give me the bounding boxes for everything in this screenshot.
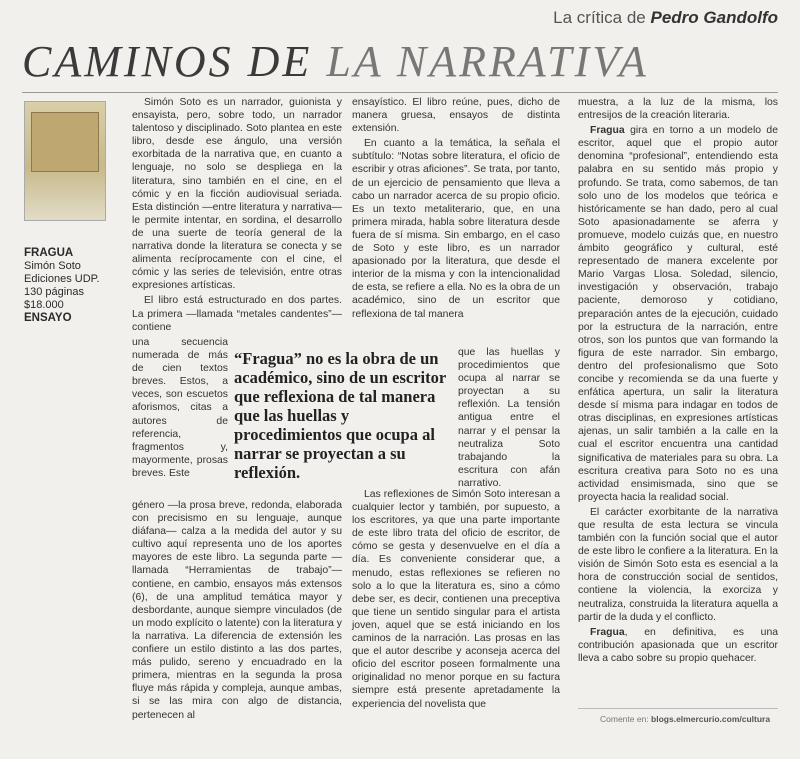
column-3 — [578, 96, 778, 667]
col1-paragraph-2b: una secuencia numerada de más de cien textos breves. Estos, a veces, son escuetos aforismos, citas a autores de referencia, fragmentos y, mayormente, prosas breves. Este — [132, 337, 228, 479]
col1-paragraph-1: Simón Soto es un narrador, guionista y ensayista, pero, sobre todo, un narrador talentoso y disciplinado. Soto plantea en este libro, desde ese ángulo, una versión exorbitada de la narrativa que, en cuanto a lenguaje, no solo se despliega en la literatura, sino también en el cine, en el cómic y en la ficción audiovisual seriada. Esta distinción —entre literatura y narrativa— le permite intentar, en sordina, el desarrollo de una suerte de teoría general de la narrativa donde la literatura se conecta y se alimenta recíprocamente con el cine, el cómic y las series de televisión, entre otras expresiones artísticas. — [132, 97, 342, 292]
col3-paragraph-4-text: , en definitiva, es una contribución apasionada que un escritor lleva a cabo sobre su propio quehacer. — [578, 626, 778, 664]
column-2-lower — [352, 488, 560, 713]
col2-paragraph-2: En cuanto a la temática, la señala el subtítulo: “Notas sobre literatura, el oficio de escribir y otras aficiones”. Se trata, por tanto, de un ejercicio de pensamiento que lleva a cabo un narrador acerca de su propio oficio. Es un texto metaliterario, que, en una primera mirada, habla sobre literatura desde fuera de sí misma. Sin embargo, en el caso de Soto y este libro, es un narrador apasionado por la literatura, que desde el interior de la misma y con la intencionalidad de esta, se refiere a ella. No es la obra de un académico, sino de un escritor que reflexiona de tal manera — [352, 138, 560, 320]
byline-critic: Pedro Gandolfo — [650, 8, 778, 27]
book-pages: 130 páginas — [24, 286, 84, 298]
book-price: $18.000 — [24, 299, 64, 311]
col1-paragraph-2c: género —la prosa breve, redonda, elaborada con precisismo en su lenguaje, aunque diáfana— calza a la medida del autor y su cultivo aquí representa uno de los aportes mayores de este libro. La segunda parte —llamada “Herramientas de trabajo”— contiene, en cambio, ensayos más extensos (6), de una amplitud temática mayor y desbordante, aunque siempre vinculados (de un modo explícito o latente) con la literatura y la narrativa. La diferencia de extensión les confiere un estilo distinto a las dos partes, más pulido, sereno y encuadrado en la primera, mientras en la segunda la prosa fluye más rápida y compleja, aunque ambas, si se las mira con algo de distancia, pertenecen al — [132, 500, 342, 721]
footer-label: Comente en: — [600, 714, 649, 724]
book-info — [24, 247, 119, 325]
col2-paragraph-3: Las reflexiones de Simón Soto interesan a cualquier lector y también, por supuesto, a los escritores, ya que una parte importante de este libro trata del oficio de escritor, de cómo se gesta y desenvuelve en el día a día. Es conveniente considerar que, a menudo, estas reflexiones se refieren no solo a lo que la literatura es, sino a cómo debe ser, es decir, contienen una preceptiva que tiene un sentido singular para el artista joven, aquel que se está iniciando en los caminos de la narración. Las prosas en las que el autor describe y aconseja acerca del oficio del escritor poseen formalmente una originalidad no menor porque en su factura siempre está presente apretadamente la experiencia del novelista que — [352, 489, 560, 710]
column-1-lower — [132, 499, 342, 724]
byline — [553, 8, 778, 28]
col2-paragraph-1: ensayístico. El libro reúne, pues, dicho de manera gruesa, ensayos de distinta extensión. — [352, 97, 560, 135]
col3-paragraph-2-text: gira en torno a un modelo de escritor, aquel que el propio autor denomina “profesional”, entendiendo esta palabra en su sentido más propio y profundo. Se trata, como sabemos, de tan solo uno de los modelos que teórica e históricamente se han dado, pero al cual Soto apasionadamente se aferra y promueve, modelo cuizás que, en nuestro ámbito geográfico y cultural, esté representado de manera excelente por Mario Vargas Llosa. Soledad, silencio, investigación y observación, trabajo paciente, demoroso y cotidiano, preparación antes de la ejecución, cuidado por la estructura de la narración, entre otros, son los puntos que van formando la figura de este narrador. Sin embargo, dentro del profesionalismo que Soto concibe y recomienda se da una fuerte y enfática apertura, un salir la literatura desde sí misma para indagar en todos de otras disciplinas, en expresiones artísticas ajenas, un salir también a la calle en la cual el escritor encuentra una cantidad significativa de materiales para su obra. La escritura creativa para Soto no es una actividad ensimismada, sino que se proyecta hacia la realidad social. — [578, 125, 778, 503]
col3-paragraph-3: El carácter exorbitante de la narrativa que resulta de esta lectura se vincula también con la función social que el autor de este libro le confiere a la literatura. En la visión de Simón Soto esta es esencial a la hora de construcción social de sentidos, contiene la violencia, la exorciza y neutraliza, construida la literatura aquella a partir de la duda y el conflicto. — [578, 506, 778, 623]
col3-paragraph-4 — [578, 626, 778, 665]
pull-quote: “Fragua” no es la obra de un académico, sino de un escritor que reflexiona de tal manera que las huellas y procedimientos que ocupa al narrar se proyectan a su reflexión. — [234, 349, 446, 482]
book-publisher: Ediciones UDP. — [24, 273, 100, 285]
column-1-narrow — [132, 336, 228, 482]
book-genre: ENSAYO — [24, 312, 72, 324]
col1-paragraph-2: El libro está estructurado en dos partes. La primera —llamada “metales candentes”— contiene — [132, 295, 342, 333]
headline-part2: LA NARRATIVA — [326, 37, 649, 86]
cover-illustration — [31, 112, 99, 172]
col3-keyword-2: Fragua — [590, 626, 625, 638]
column-1 — [132, 96, 342, 336]
footer-rule — [578, 708, 778, 709]
headline-rule — [22, 92, 778, 93]
headline-part1: CAMINOS DE — [22, 37, 327, 86]
column-2 — [352, 96, 560, 323]
col3-paragraph-1: muestra, a la luz de la misma, los entresijos de la creación literaria. — [578, 97, 778, 122]
book-author: Simón Soto — [24, 260, 81, 272]
footer — [600, 714, 770, 724]
column-2-narrow — [458, 346, 560, 492]
byline-prefix: La crítica de — [553, 8, 646, 27]
col2-paragraph-2b: que las huellas y procedimientos que ocupa al narrar se proyectan a su reflexión. La tensión antigua entre el narrar y el pensar la neutraliza Soto trabajando la escritura con afán narrativo. — [458, 347, 560, 489]
book-cover-image — [24, 101, 106, 221]
footer-link[interactable]: blogs.elmercurio.com/cultura — [651, 714, 771, 724]
col3-paragraph-2 — [578, 124, 778, 504]
headline — [22, 36, 649, 87]
col3-keyword-1: Fragua — [590, 125, 625, 137]
book-title: FRAGUA — [24, 247, 74, 259]
